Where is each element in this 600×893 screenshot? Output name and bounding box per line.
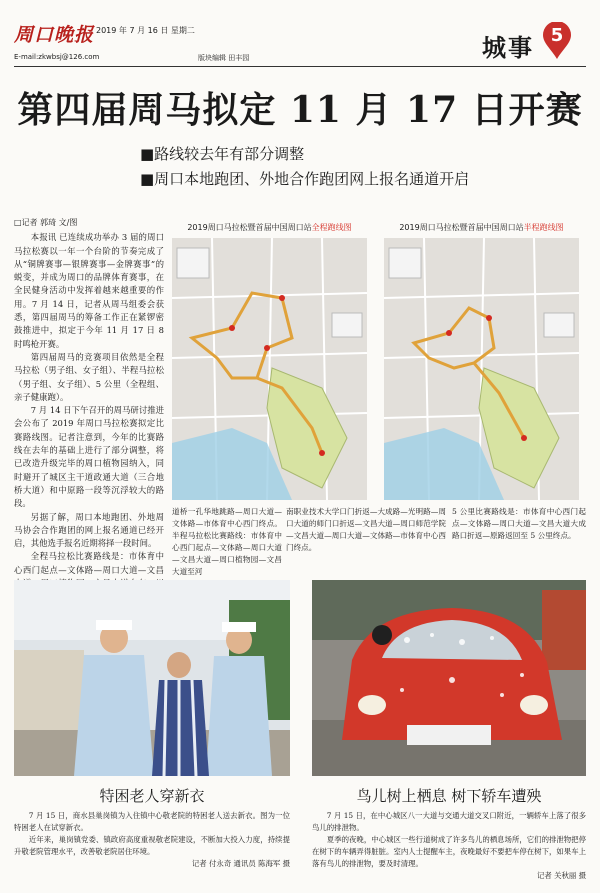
newspaper-logo: 周口晚报 <box>14 24 95 46</box>
page-number: 5 <box>550 25 564 46</box>
map-title <box>172 222 367 234</box>
article-paragraph: 7 月 14 日下午召开的周马研讨推进会公布了 2019 年周口马拉松赛拟定比赛路线图。记者注意到，今年的比赛路线在去年的基础上进行了部分调整，将已改造升级完毕的周口植物园纳入，同时避开了城区主干道政通大道（三合地桥大道）和中原路一段等沉浮较大的路段。 <box>14 405 164 509</box>
photo-story-paragraph: 夏季的夜晚，中心城区一些行道树成了许多鸟儿的栖息场所，它们的排泄物把停在树下的车辆弄得脏脏。室内人士提醒车主，夜晚最好不要把车停在树下，如果车上落有鸟儿的排泄物，要及时清理。 <box>312 835 586 868</box>
masthead <box>14 6 586 66</box>
photo-story-body <box>312 810 586 882</box>
photo-story-paragraph: 7 月 15 日，在中心城区八一大道与交通大道交叉口附近，一辆轿车上落了很多鸟儿的排泄物。 <box>312 811 586 832</box>
photo-story-body <box>14 810 290 870</box>
half-marathon-route-map <box>384 238 579 500</box>
full-marathon-route-map <box>172 238 367 500</box>
main-headline: 第四届周马拟定 11 月 17 日开赛 <box>17 89 583 131</box>
map-caption: 道桥一孔华地跳路—周口大道—文体路—市体育中心西门终点。半程马拉松比赛路线：市体育中心西门起点—文体路—周口大道—文昌大道—周口植物园—文昌大道至河 <box>172 507 282 576</box>
full-marathon-map-panel <box>172 222 367 502</box>
article-paragraph: 全程马拉松比赛路线是：市体育中心西门起点—文体路—周口大道—文昌 <box>14 551 164 575</box>
editor-credit: 版块编辑 田丰园 <box>198 54 250 62</box>
map-title-highlight: 全程跑线图 <box>311 223 352 232</box>
article-paragraph: 第四届周马的竞赛项目依然是全程马拉松（男子组、女子组）、半程马拉松（男子组、女子组）、5 公里（全程组、亲子健康跑）。 <box>14 351 164 402</box>
map-title-prefix: 2019周口马拉松暨首届中国周口站 <box>187 223 312 232</box>
map-title <box>384 222 579 234</box>
photo-credit: 记者 关秋丽 摄 <box>536 871 586 880</box>
map-title-prefix: 2019周口马拉松暨首届中国周口站 <box>399 223 524 232</box>
photo-credit: 记者 付永奇 通讯员 陈海军 摄 <box>191 859 290 868</box>
photo-headline: 鸟儿树上栖息 树下轿车遭殃 <box>356 787 542 805</box>
photo-headline: 特困老人穿新衣 <box>99 787 205 805</box>
map-caption: 5 公里比赛路线是：市体育中心西门起点—文体路—周口大道—文昌大道大成路口折返—原路返回至 5 公里终点。 <box>452 507 586 540</box>
subheadline: ■路线较去年有部分调整 <box>140 145 305 163</box>
photo-image <box>14 580 290 776</box>
route-map-image <box>172 238 367 500</box>
route-map-image <box>384 238 579 500</box>
contact-email: E-mail:zkwbsj@126.com <box>14 53 100 61</box>
map-title-highlight: 半程跑线图 <box>523 223 564 232</box>
photo-image <box>312 580 586 776</box>
page-number-badge <box>542 22 572 60</box>
byline: □记者 郭琦 文/图 <box>14 218 78 227</box>
article-paragraph: 另据了解，周口本地跑团、外地周马协会合作跑团的网上报名通道已经开启，其他选手报名近期将择一段时间。 <box>14 511 164 549</box>
article-paragraph: 本报讯 已连续成功举办 3 届的周口马拉松赛以一年一个台阶的节奏完成了从“铜牌赛事—银牌赛事—金牌赛事”的蜕变，并成为周口的品牌体育赛事，在全民健身活动中发挥着越来越重要的作用。7 月 14 日，记者从周马组委会获悉，第四届周马的筹备工作正在紧锣密鼓推进中，拟定于今年 11 月 17 日 8 时鸣枪开赛。 <box>14 232 164 349</box>
photo-story-paragraph: 7 月 15 日，商水县巢岗镇为入住镇中心敬老院的特困老人送去新衣。图为一位特困老人在试穿新衣。 <box>14 811 290 832</box>
subheadline: ■周口本地跑团、外地合作跑团网上报名通道开启 <box>140 170 470 188</box>
section-title: 城事 <box>482 33 534 62</box>
header-rule <box>14 66 586 67</box>
photo-story-paragraph: 近年来，巢岗镇党委、镇政府高度重视敬老院建设，不断加大投入力度，持续提升敬老院管理水平，改善敬老院居住环境。 <box>14 835 290 856</box>
issue-date: 2019 年 7 月 16 日 星期二 <box>96 26 195 35</box>
map-caption: 南职业技术大学口门折返—大成路—光明路—周口大道的师门口折返—文昌大道—周口师范学院—文昌大道—周口大道—文体路—市体育中心西门终点。 <box>286 507 446 552</box>
car-bird-droppings-photo <box>312 580 586 776</box>
elderly-new-clothes-photo <box>14 580 290 776</box>
half-marathon-map-panel <box>384 222 579 502</box>
